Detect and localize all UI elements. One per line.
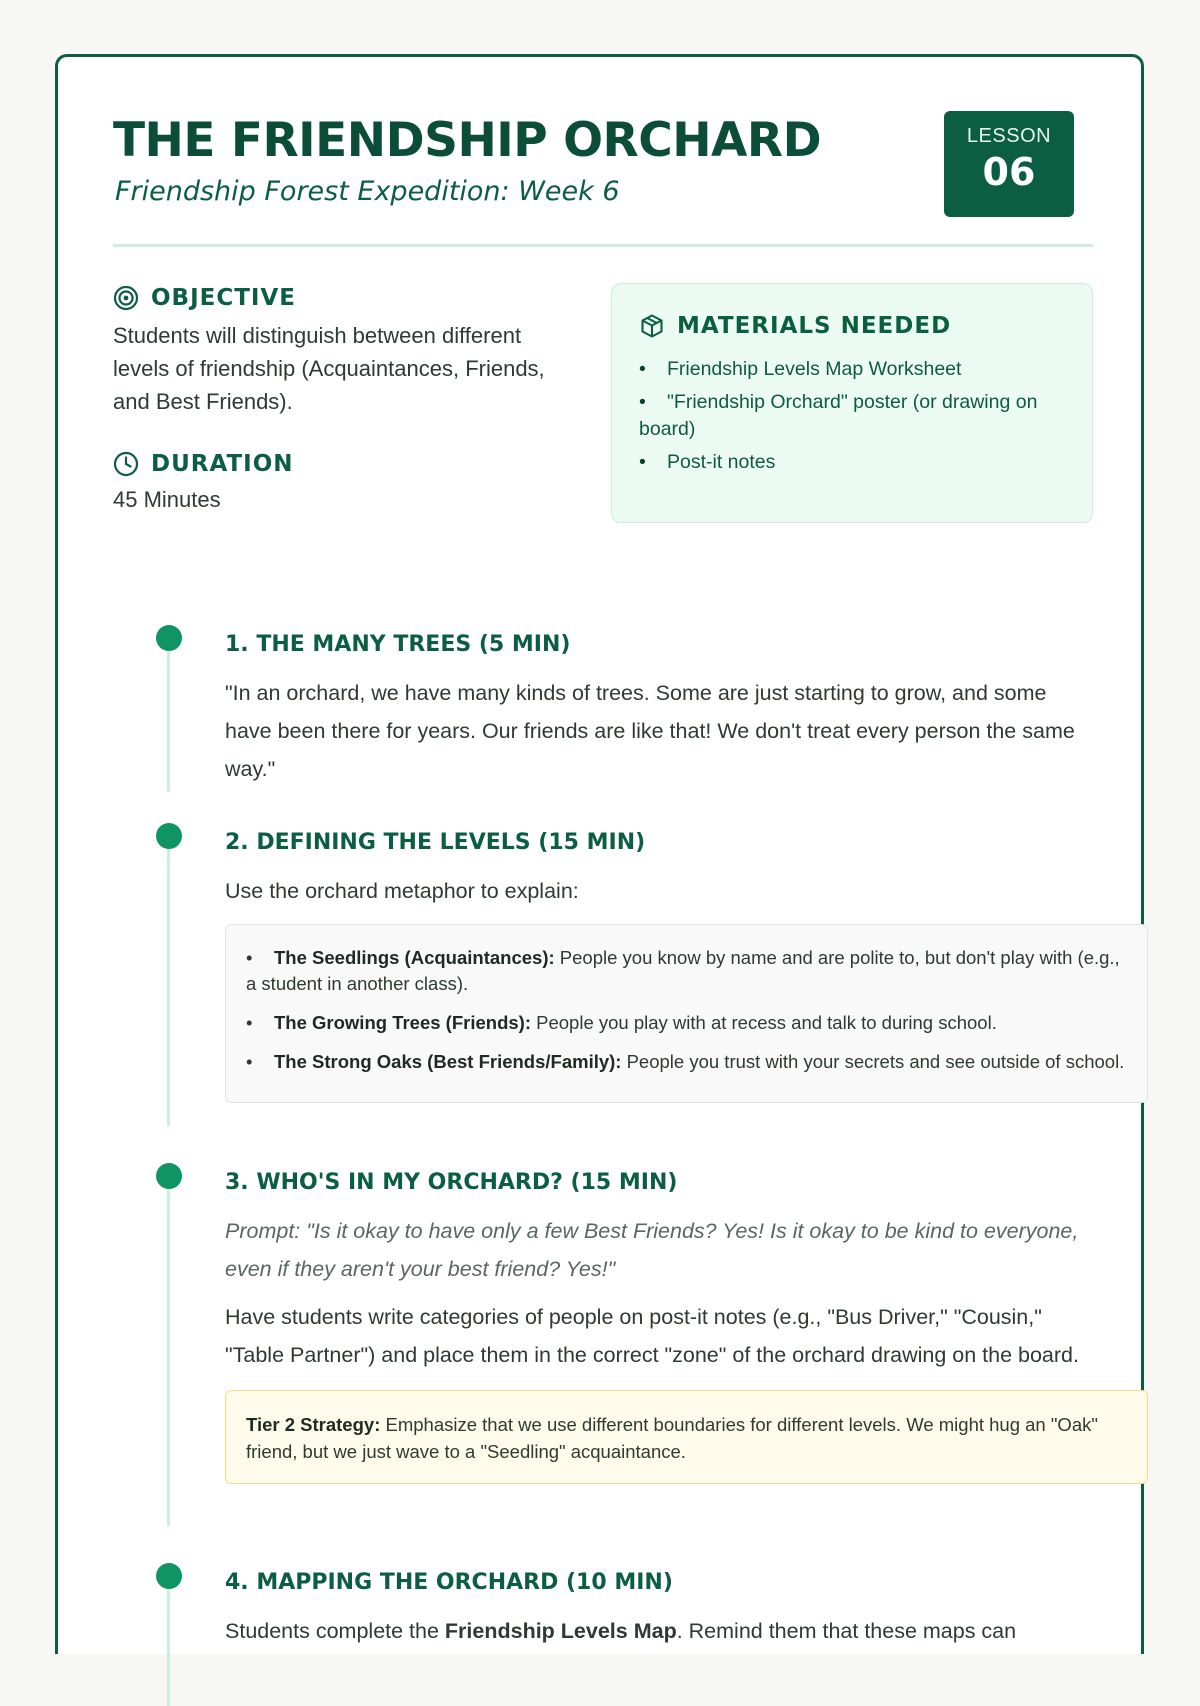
level-term: The Strong Oaks (Best Friends/Family): <box>274 1051 622 1072</box>
step-title: 4. MAPPING THE ORCHARD (10 MIN) <box>225 1570 673 1595</box>
tier-text: Emphasize that we use different boundaries for different levels. We might hug an "Oak" friend, but we just wave to a "Seedling" acquaintance. <box>246 1414 1098 1462</box>
materials-title: MATERIALS NEEDED <box>677 313 952 339</box>
page-subtitle: Friendship Forest Expedition: Week 6 <box>115 176 620 207</box>
timeline-dot <box>156 1563 182 1589</box>
lesson-card <box>55 54 1144 1654</box>
objective-text: Students will distinguish between different levels of friendship (Acquaintances, Friends, and Best Friends). <box>113 323 545 414</box>
step-3 <box>113 1170 1098 1570</box>
step-text: Have students write categories of people on post-it notes (e.g., "Bus Driver," "Cousin," "Table Partner") and place them in the correct "zone" of the orchard drawing on the board. <box>225 1305 1079 1367</box>
level-item <box>246 945 1127 997</box>
level-item <box>246 1049 1127 1075</box>
lesson-number: 06 <box>982 150 1036 194</box>
step-title: 1. THE MANY TREES (5 MIN) <box>225 632 571 657</box>
objective-section <box>113 285 583 418</box>
timeline-line <box>167 846 170 1126</box>
lesson-steps <box>113 632 1125 1690</box>
levels-box <box>225 924 1148 1103</box>
page-title: THE FRIENDSHIP ORCHARD <box>113 113 822 168</box>
step-text-start: Students complete the <box>225 1619 445 1643</box>
step-text-end: . Remind them that these maps can <box>676 1619 1017 1643</box>
duration-title: DURATION <box>151 451 294 477</box>
timeline-dot <box>156 1163 182 1189</box>
clock-icon <box>113 451 139 477</box>
level-desc: People you play with at recess and talk to during school. <box>530 1012 997 1033</box>
materials-item: • Post-it notes <box>639 449 1059 476</box>
level-desc: People you trust with your secrets and see outside of school. <box>621 1051 1125 1072</box>
level-term: The Seedlings (Acquaintances): <box>274 947 555 968</box>
header-divider <box>113 244 1093 247</box>
lesson-badge <box>944 111 1074 217</box>
level-item <box>246 1010 1127 1036</box>
step-text-bold: Friendship Levels Map <box>444 1619 677 1643</box>
materials-item: • "Friendship Orchard" poster (or drawing on board) <box>639 389 1059 443</box>
step-title: 2. DEFINING THE LEVELS (15 MIN) <box>225 830 646 855</box>
package-icon <box>639 313 665 339</box>
step-intro: Use the orchard metaphor to explain: <box>225 879 579 903</box>
step-1 <box>113 632 1093 830</box>
level-term: The Growing Trees (Friends): <box>274 1012 531 1033</box>
timeline-line <box>167 1586 170 1706</box>
timeline-dot <box>156 625 182 651</box>
lesson-label: LESSON <box>966 125 1052 147</box>
step-text: "In an orchard, we have many kinds of trees. Some are just starting to grow, and some have been there for years. Our friends are like that! We don't treat every person the same way." <box>225 681 1075 781</box>
materials-list <box>639 356 1059 482</box>
materials-box <box>611 283 1093 523</box>
materials-item: • Friendship Levels Map Worksheet <box>639 356 1059 383</box>
level-desc: People you know by name and are polite to, but don't play with (e.g., a student in another class). <box>246 947 1120 994</box>
duration-section <box>113 451 294 513</box>
step-4 <box>113 1570 1093 1690</box>
step-text <box>225 1612 1093 1650</box>
step-prompt: Prompt: "Is it okay to have only a few Best Friends? Yes! Is it okay to be kind to everyone, even if they aren't your best friend? Yes!" <box>225 1219 1079 1281</box>
step-2 <box>113 830 1125 1170</box>
timeline-line <box>167 648 170 792</box>
timeline-dot <box>156 823 182 849</box>
objective-title: OBJECTIVE <box>151 285 296 311</box>
target-icon <box>113 285 139 311</box>
step-title: 3. WHO'S IN MY ORCHARD? (15 MIN) <box>225 1170 678 1195</box>
timeline-line <box>167 1186 170 1526</box>
tier-label: Tier 2 Strategy: <box>246 1414 381 1435</box>
tier-strategy-note <box>225 1390 1148 1484</box>
duration-text: 45 Minutes <box>113 487 221 512</box>
